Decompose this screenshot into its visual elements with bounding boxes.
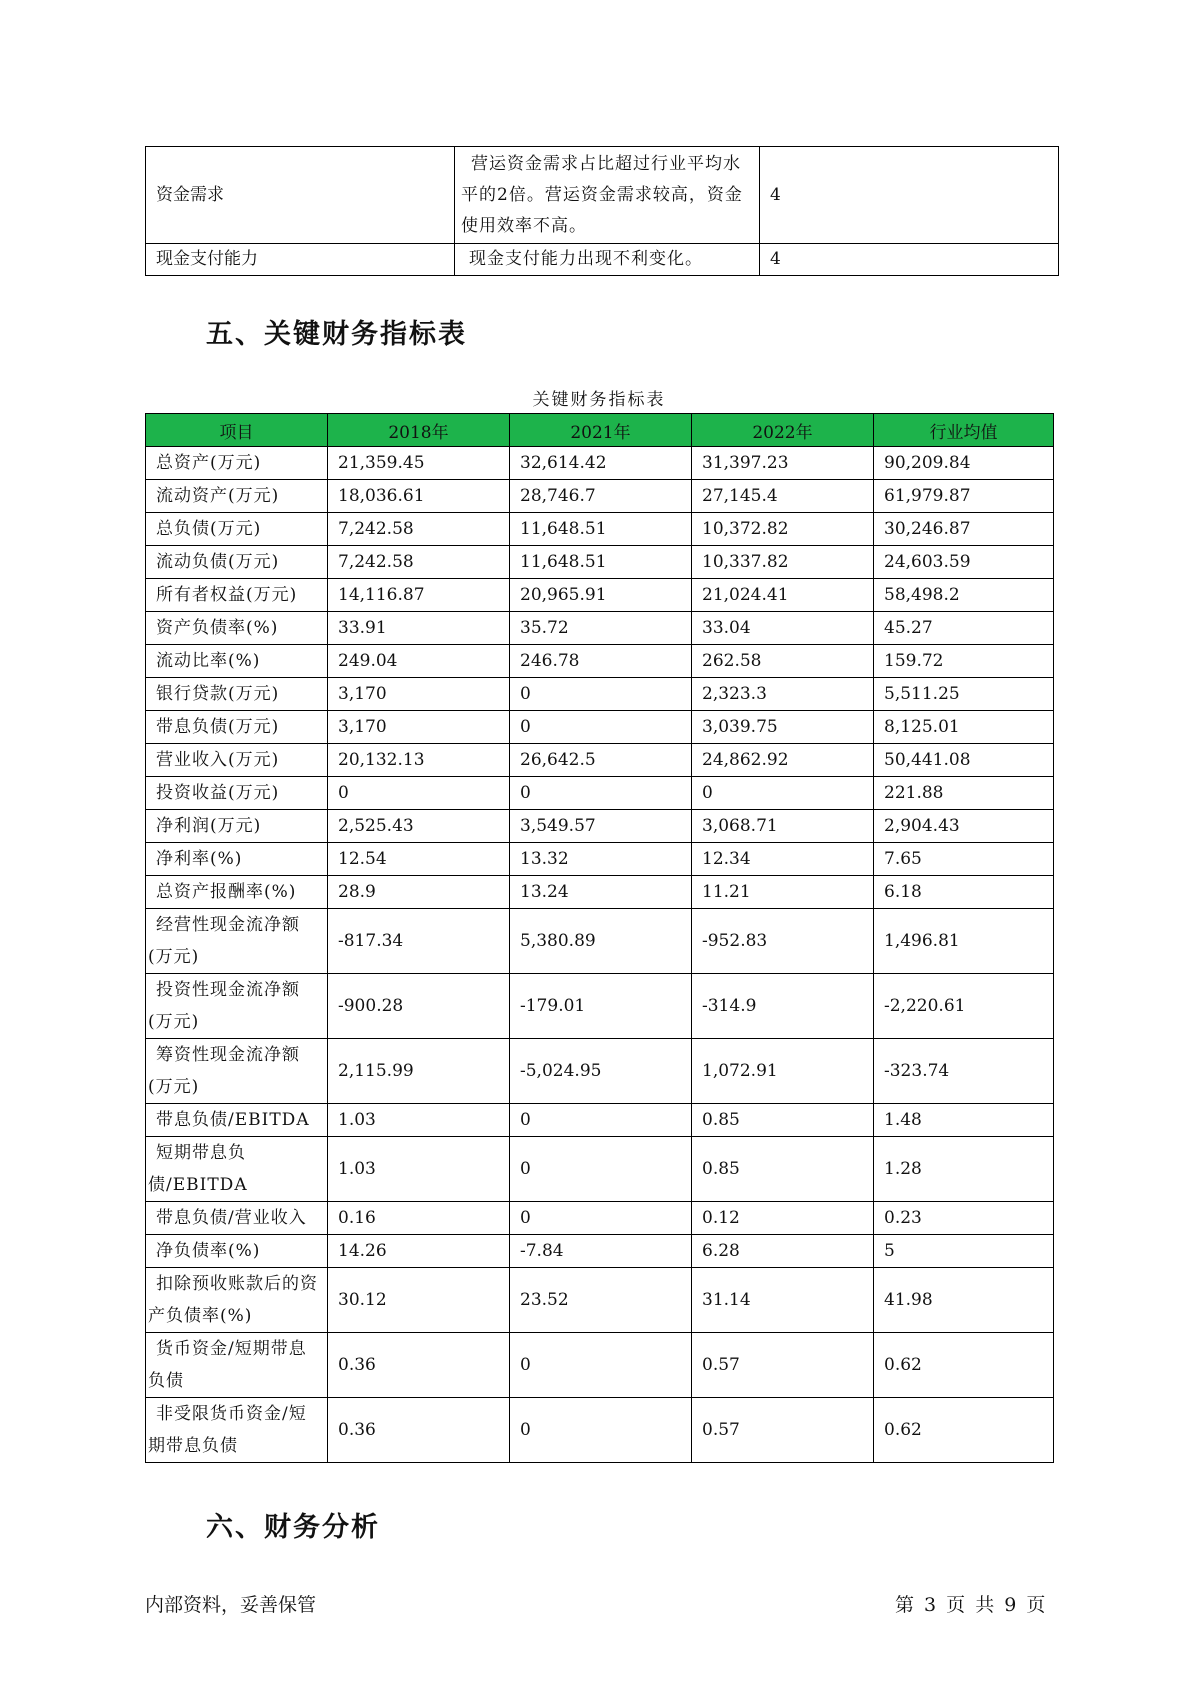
- kpi-label: 带息负债(万元): [146, 711, 328, 744]
- table-row: [146, 513, 1054, 546]
- kpi-table: [145, 413, 1054, 1463]
- table-row: [146, 1268, 1054, 1333]
- table-row: [146, 579, 1054, 612]
- kpi-label: 投资性现金流净额(万元): [146, 974, 328, 1039]
- kpi-label: 流动比率(%): [146, 645, 328, 678]
- kpi-value: 0: [510, 1333, 692, 1398]
- footer-confidential: 内部资料，妥善保管: [145, 1594, 317, 1616]
- table-row: [146, 147, 1059, 244]
- kpi-label: 货币资金/短期带息负债: [146, 1333, 328, 1398]
- kpi-value: 24,603.59: [874, 546, 1054, 579]
- kpi-label: 带息负债/EBITDA: [146, 1104, 328, 1137]
- kpi-label: 总资产(万元): [146, 447, 328, 480]
- kpi-value: 28,746.7: [510, 480, 692, 513]
- kpi-value: 7,242.58: [328, 513, 510, 546]
- kpi-value: 3,039.75: [692, 711, 874, 744]
- kpi-value: 20,965.91: [510, 579, 692, 612]
- table-row: [146, 1235, 1054, 1268]
- kpi-value: 0: [510, 777, 692, 810]
- kpi-label: 投资收益(万元): [146, 777, 328, 810]
- kpi-label: 净负债率(%): [146, 1235, 328, 1268]
- kpi-value: 3,170: [328, 711, 510, 744]
- kpi-value: 27,145.4: [692, 480, 874, 513]
- kpi-value: 10,337.82: [692, 546, 874, 579]
- kpi-value: 28.9: [328, 876, 510, 909]
- kpi-value: -2,220.61: [874, 974, 1054, 1039]
- kpi-value: 12.34: [692, 843, 874, 876]
- kpi-value: 262.58: [692, 645, 874, 678]
- kpi-label: 经营性现金流净额(万元): [146, 909, 328, 974]
- kpi-value: 6.18: [874, 876, 1054, 909]
- kpi-label: 总资产报酬率(%): [146, 876, 328, 909]
- kpi-value: -952.83: [692, 909, 874, 974]
- kpi-value: 5: [874, 1235, 1054, 1268]
- kpi-value: 249.04: [328, 645, 510, 678]
- risk-desc: 营运资金需求占比超过行业平均水平的2倍。营运资金需求较高，资金使用效率不高。: [455, 147, 760, 244]
- table-row: [146, 1137, 1054, 1202]
- kpi-value: 7.65: [874, 843, 1054, 876]
- kpi-value: 14.26: [328, 1235, 510, 1268]
- kpi-value: 3,549.57: [510, 810, 692, 843]
- kpi-value: 1.48: [874, 1104, 1054, 1137]
- kpi-value: -314.9: [692, 974, 874, 1039]
- kpi-value: 20,132.13: [328, 744, 510, 777]
- risk-item: 现金支付能力: [146, 244, 455, 276]
- table-row: [146, 447, 1054, 480]
- kpi-value: 0.85: [692, 1104, 874, 1137]
- table-row: [146, 744, 1054, 777]
- kpi-value: 3,068.71: [692, 810, 874, 843]
- kpi-value: 90,209.84: [874, 447, 1054, 480]
- kpi-value: 221.88: [874, 777, 1054, 810]
- column-header: 2021年: [510, 414, 692, 447]
- table-row: [146, 843, 1054, 876]
- table-row: [146, 974, 1054, 1039]
- kpi-value: -900.28: [328, 974, 510, 1039]
- kpi-value: 61,979.87: [874, 480, 1054, 513]
- kpi-label: 流动资产(万元): [146, 480, 328, 513]
- table-row: [146, 810, 1054, 843]
- table-row: [146, 1104, 1054, 1137]
- kpi-value: 45.27: [874, 612, 1054, 645]
- kpi-label: 流动负债(万元): [146, 546, 328, 579]
- kpi-value: 2,525.43: [328, 810, 510, 843]
- table-row: [146, 1202, 1054, 1235]
- column-header: 2022年: [692, 414, 874, 447]
- kpi-value: 0: [510, 1104, 692, 1137]
- kpi-value: 26,642.5: [510, 744, 692, 777]
- kpi-value: 14,116.87: [328, 579, 510, 612]
- kpi-value: 0: [510, 711, 692, 744]
- kpi-value: 246.78: [510, 645, 692, 678]
- kpi-label: 带息负债/营业收入: [146, 1202, 328, 1235]
- kpi-value: 50,441.08: [874, 744, 1054, 777]
- column-header: 行业均值: [874, 414, 1054, 447]
- table-row: [146, 612, 1054, 645]
- kpi-value: 0: [510, 678, 692, 711]
- table-caption: 关键财务指标表: [532, 390, 666, 410]
- kpi-value: 0: [692, 777, 874, 810]
- kpi-value: 24,862.92: [692, 744, 874, 777]
- risk-score: 4: [760, 147, 1059, 244]
- kpi-value: 11.21: [692, 876, 874, 909]
- kpi-value: 30,246.87: [874, 513, 1054, 546]
- kpi-value: 13.24: [510, 876, 692, 909]
- kpi-value: 0.62: [874, 1398, 1054, 1463]
- kpi-value: 23.52: [510, 1268, 692, 1333]
- kpi-value: 159.72: [874, 645, 1054, 678]
- kpi-value: 0.16: [328, 1202, 510, 1235]
- kpi-value: 6.28: [692, 1235, 874, 1268]
- kpi-value: 13.32: [510, 843, 692, 876]
- kpi-value: -323.74: [874, 1039, 1054, 1104]
- kpi-label: 筹资性现金流净额(万元): [146, 1039, 328, 1104]
- kpi-value: 8,125.01: [874, 711, 1054, 744]
- kpi-value: 41.98: [874, 1268, 1054, 1333]
- table-row: [146, 546, 1054, 579]
- kpi-value: 1.03: [328, 1104, 510, 1137]
- kpi-label: 所有者权益(万元): [146, 579, 328, 612]
- kpi-value: 58,498.2: [874, 579, 1054, 612]
- table-row: [146, 480, 1054, 513]
- kpi-value: 5,380.89: [510, 909, 692, 974]
- kpi-label: 资产负债率(%): [146, 612, 328, 645]
- kpi-value: 32,614.42: [510, 447, 692, 480]
- kpi-value: 0: [510, 1137, 692, 1202]
- kpi-value: 0.85: [692, 1137, 874, 1202]
- kpi-value: 11,648.51: [510, 546, 692, 579]
- kpi-value: 0.57: [692, 1333, 874, 1398]
- table-row: [146, 678, 1054, 711]
- kpi-value: -5,024.95: [510, 1039, 692, 1104]
- kpi-value: 0.62: [874, 1333, 1054, 1398]
- kpi-value: -7.84: [510, 1235, 692, 1268]
- kpi-label: 非受限货币资金/短期带息负债: [146, 1398, 328, 1463]
- kpi-label: 总负债(万元): [146, 513, 328, 546]
- kpi-value: 2,904.43: [874, 810, 1054, 843]
- risk-item: 资金需求: [146, 147, 455, 244]
- table-row: [146, 1398, 1054, 1463]
- kpi-value: 0.57: [692, 1398, 874, 1463]
- kpi-value: 1,072.91: [692, 1039, 874, 1104]
- kpi-value: 0.36: [328, 1333, 510, 1398]
- kpi-value: 0.12: [692, 1202, 874, 1235]
- kpi-value: -817.34: [328, 909, 510, 974]
- kpi-value: 18,036.61: [328, 480, 510, 513]
- kpi-value: 0: [510, 1398, 692, 1463]
- kpi-label: 短期带息负债/EBITDA: [146, 1137, 328, 1202]
- kpi-value: -179.01: [510, 974, 692, 1039]
- kpi-value: 1.03: [328, 1137, 510, 1202]
- table-row: [146, 777, 1054, 810]
- kpi-label: 净利率(%): [146, 843, 328, 876]
- section-heading: 五、关键财务指标表: [206, 319, 467, 350]
- kpi-value: 33.04: [692, 612, 874, 645]
- table-row: [146, 711, 1054, 744]
- kpi-value: 0: [510, 1202, 692, 1235]
- kpi-value: 31.14: [692, 1268, 874, 1333]
- table-row: [146, 909, 1054, 974]
- kpi-value: 3,170: [328, 678, 510, 711]
- kpi-value: 11,648.51: [510, 513, 692, 546]
- footer-page-number: 第 3 页 共 9 页: [895, 1594, 1046, 1616]
- table-row: [146, 645, 1054, 678]
- table-row: [146, 1039, 1054, 1104]
- kpi-value: 31,397.23: [692, 447, 874, 480]
- table-row: [146, 244, 1059, 276]
- kpi-value: 21,359.45: [328, 447, 510, 480]
- risk-score: 4: [760, 244, 1059, 276]
- table-row: [146, 1333, 1054, 1398]
- section-heading: 六、财务分析: [206, 1512, 380, 1543]
- risk-table: [145, 146, 1059, 276]
- kpi-value: 12.54: [328, 843, 510, 876]
- kpi-value: 5,511.25: [874, 678, 1054, 711]
- risk-desc: 现金支付能力出现不利变化。: [455, 244, 760, 276]
- kpi-value: 33.91: [328, 612, 510, 645]
- kpi-label: 银行贷款(万元): [146, 678, 328, 711]
- kpi-value: 1,496.81: [874, 909, 1054, 974]
- header-row: [146, 414, 1054, 447]
- table-row: [146, 876, 1054, 909]
- kpi-value: 21,024.41: [692, 579, 874, 612]
- kpi-label: 净利润(万元): [146, 810, 328, 843]
- kpi-label: 扣除预收账款后的资产负债率(%): [146, 1268, 328, 1333]
- kpi-value: 35.72: [510, 612, 692, 645]
- kpi-value: 30.12: [328, 1268, 510, 1333]
- column-header: 项目: [146, 414, 328, 447]
- kpi-value: 7,242.58: [328, 546, 510, 579]
- kpi-value: 2,115.99: [328, 1039, 510, 1104]
- kpi-value: 2,323.3: [692, 678, 874, 711]
- kpi-value: 0.23: [874, 1202, 1054, 1235]
- kpi-value: 10,372.82: [692, 513, 874, 546]
- kpi-value: 0.36: [328, 1398, 510, 1463]
- kpi-value: 0: [328, 777, 510, 810]
- kpi-value: 1.28: [874, 1137, 1054, 1202]
- kpi-label: 营业收入(万元): [146, 744, 328, 777]
- column-header: 2018年: [328, 414, 510, 447]
